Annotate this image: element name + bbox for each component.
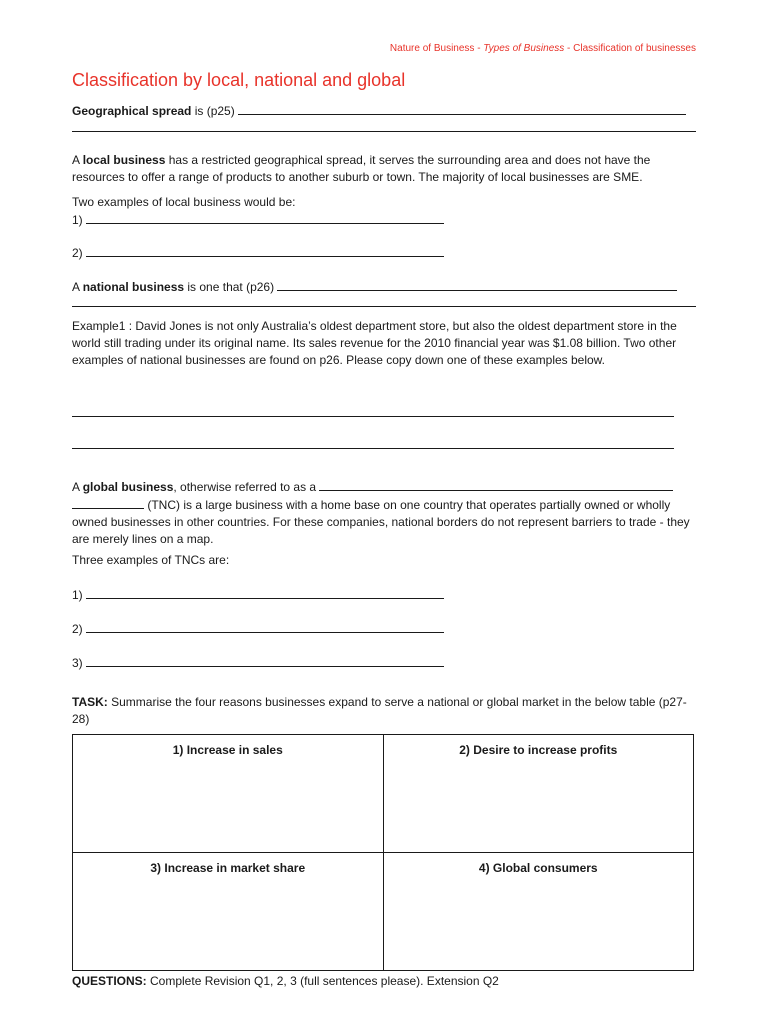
answer-blank[interactable] (238, 102, 686, 115)
page-title: Classification by local, national and global (72, 70, 406, 90)
reason-cell-increase-in-sales[interactable]: 1) Increase in sales (73, 735, 384, 853)
questions-instructions: QUESTIONS: Complete Revision Q1, 2, 3 (full sentences please). Extension Q2 (72, 974, 499, 988)
local-example-1: 1) (72, 211, 444, 229)
local-examples-intro: Two examples of local business would be: (72, 195, 296, 209)
answer-blank[interactable] (86, 586, 444, 599)
reason-cell-market-share[interactable]: 3) Increase in market share (73, 853, 384, 971)
running-header: Nature of Business - Types of Business - Classification of businesses (389, 43, 696, 54)
answer-line[interactable] (72, 131, 696, 132)
answer-line[interactable] (72, 416, 674, 417)
reasons-table (72, 734, 694, 971)
local-example-2: 2) (72, 244, 444, 262)
national-business-prompt: A national business is one that (p26) (72, 278, 696, 296)
answer-blank[interactable] (86, 244, 444, 257)
tnc-examples-intro: Three examples of TNCs are: (72, 553, 230, 567)
tnc-example-2: 2) (72, 620, 444, 638)
answer-line[interactable] (72, 306, 696, 307)
answer-line[interactable] (72, 448, 674, 449)
answer-blank[interactable] (86, 620, 444, 633)
answer-blank[interactable] (319, 478, 673, 491)
answer-blank[interactable] (72, 496, 144, 509)
answer-blank[interactable] (277, 278, 677, 291)
geographical-spread-prompt: Geographical spread is (p25) (72, 102, 696, 120)
global-business-paragraph: A global business, otherwise referred to as a (TNC) is a large business with a home base on one country that operates partially owned or wholly owned businesses in other countries. For these companies, national borders do not represent barriers to trade - they are merely lines on a map. (72, 480, 690, 546)
reason-cell-increase-profits[interactable]: 2) Desire to increase profits (383, 735, 694, 853)
task-instructions: TASK: Summarise the four reasons businesses expand to serve a national or global market in the below table (p27-28) (72, 695, 687, 726)
reason-cell-global-consumers[interactable]: 4) Global consumers (383, 853, 694, 971)
local-business-paragraph: A local business has a restricted geographical spread, it serves the surrounding area and does not have the resources to offer a range of products to another suburb or town. The majority of local businesses are SME. (72, 153, 651, 184)
running-header-topic: Types of Business (483, 43, 565, 54)
tnc-example-3: 3) (72, 654, 444, 672)
answer-blank[interactable] (86, 211, 444, 224)
answer-blank[interactable] (86, 654, 444, 667)
national-example-paragraph: Example1 : David Jones is not only Australia’s oldest department store, but also the oldest department store in the world still trading under its original name. Its sales revenue for the 2010 financial year was $1.08 billion. Two other examples of national businesses are found on p26. Please copy down one of these examples below. (72, 319, 677, 367)
tnc-example-1: 1) (72, 586, 444, 604)
